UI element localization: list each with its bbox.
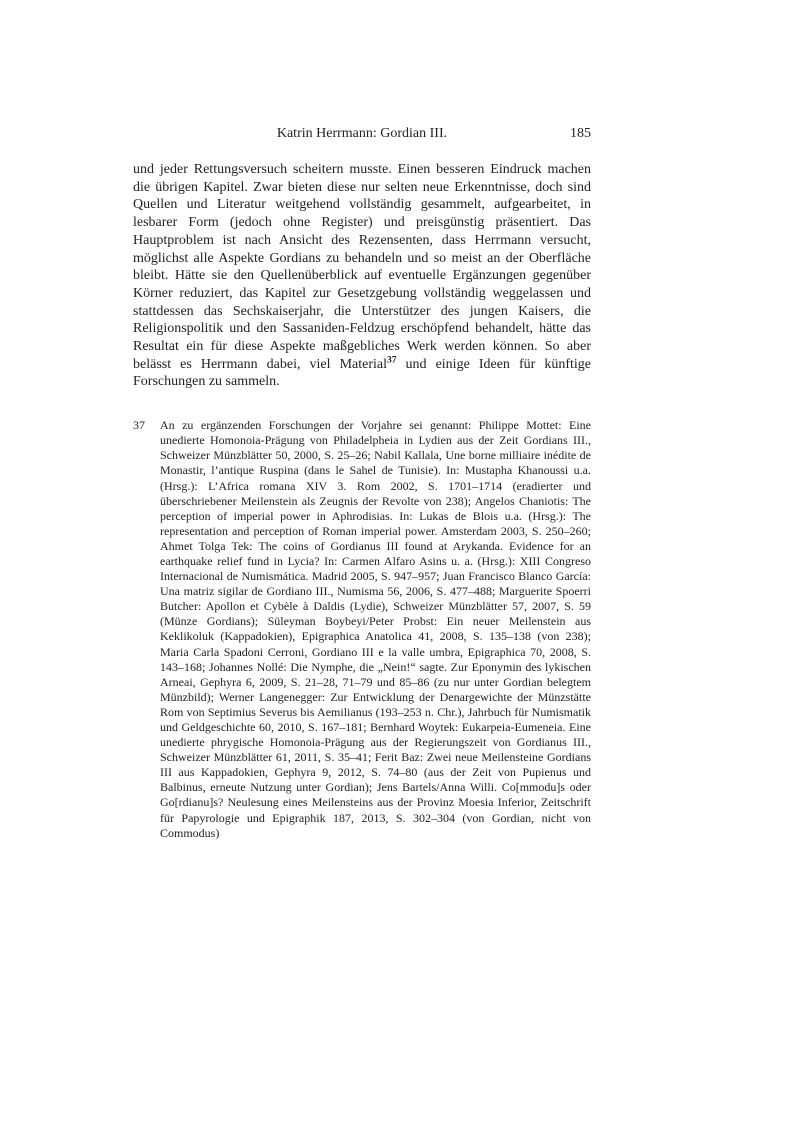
running-head-title: Katrin Herrmann: Gordian III. (276, 126, 448, 141)
page-number: 185 (570, 126, 591, 141)
footnote-text: An zu ergänzenden Forschungen der Vorjahre sei genannt: Philippe Mottet: Eine unedierte Homonoia-Prägung von Philadelpheia in Lydien aus der Zeit Gordians III., Schweizer Münzblätter 50, 2000, S. 25–26; Nabil Kallala, Une borne milliaire inédite de Monastir, l’antique Ruspina (dans le Sahel de Tunisie). In: Mustapha Khanoussi u.a. (Hrsg.): L’Africa romana XIV 3. Rom 2002, S. 1701–1714 (eradierter und überschriebener Meilenstein als Zeugnis der Revolte von 238); Angelos Chaniotis: The perception of imperial power in Aphrodisias. In: Lukas de Blois u.a. (Hrsg.): The representation and perception of Roman imperial power. Amsterdam 2003, S. 250–260; Ahmet Tolga Tek: The coins of Gordianus III found at Arykanda. Evidence for an earthquake relief fund in Lycia? In: Carmen Alfaro Asins u. a. (Hrsg.): XIII Congreso Internacional de Numismática. Madrid 2005, S. 947–957; Juan Francisco Blanco García: Una matriz sigilar de Gordiano III., Numisma 56, 2006, S. 477–488; Marguerite Spoerri Butcher: Apollon et Cybèle à Daldis (Lydie), Schweizer Münzblätter 57, 2007, S. 59 (Münze Gordians); Süleyman Boybeyi/Peter Probst: Ein neuer Meilenstein aus Keklikoluk (Kappadokien), Epigraphica Anatolica 41, 2008, S. 135–138 (von 238); Maria Carla Spadoni Cerroni, Gordiano III e la valle umbra, Epigraphica 70, 2008, S. 143–168; Johannes Nollé: Die Nymphe, die „Nein!“ sagte. Zur Eponymin des lykischen Arneai, Gephyra 6, 2009, S. 21–28, 71–79 und 85–86 (zu nur unter Gordian belegtem Münzbild); Werner Langenegger: Zur Entwicklung der Denargewichte der Münzstätte Rom von Septimius Severus bis Aemilianus (193–253 n. Chr.), Jahrbuch für Numismatik und Geldgeschichte 60, 2010, S. 167–181; Bernhard Woytek: Eukarpeia-Eumeneia. Eine unedierte phrygische Homonoia-Prägung aus der Regierungszeit von Gordianus III., Schweizer Münzblätter 61, 2011, S. 35–41; Ferit Baz: Zwei neue Meilensteine Gordians III aus Kappadokien, Gephyra 9, 2012, S. 74–80 (aus der Zeit von Pupienus und Balbinus, erneute Nutzung unter Gordian); Jens Bartels/Anna Willi. Co[mmodu]s oder Go[rdianu]s? Neulesung eines Meilensteins aus der Provinz Moesia Inferior, Zeitschrift für Papyrologie und Epigraphik 187, 2013, S. 302–304 (von Gordian, nicht von Commodus) (160, 418, 591, 840)
review-body (133, 161, 591, 391)
footnote-section (133, 418, 591, 841)
text-column (133, 125, 591, 841)
paragraph-text-continued: und einige Ideen für künftige Forschungen zu sammeln. (133, 356, 591, 390)
body-paragraph (133, 161, 591, 391)
running-head (133, 125, 591, 142)
footnote-number: 37 (133, 418, 145, 433)
footnote-item (133, 418, 591, 841)
paragraph-text: und jeder Rettungsversuch scheitern musste. Einen besseren Eindruck machen die übrigen Kapitel. Zwar bieten diese nur selten neue Erkenntnisse, doch sind Quellen und Literatur weitgehend vollständig gesammelt, aufgearbeitet, in lesbarer Form (jedoch ohne Register) und preisgünstig präsentiert. Das Hauptproblem ist nach Ansicht des Rezensenten, dass Herrmann versucht, möglichst alle Aspekte Gordians zu behandeln und so meist an der Oberfläche bleibt. Hätte sie den Quellenüberblick auf eventuelle Ergänzungen gegenüber Körner reduziert, das Kapitel zur Gesetzgebung vollständig weggelassen und stattdessen das Sechskaiserjahr, die Unterstützer des jungen Kaisers, die Religionspolitik und den Sassaniden-Feldzug erschöpfend behandelt, hätte das Resultat ein für diese Aspekte maßgebliches Werk werden können. So aber belässt es Herrmann dabei, viel Material (133, 162, 591, 372)
footnote-reference-marker: 37 (386, 355, 397, 366)
